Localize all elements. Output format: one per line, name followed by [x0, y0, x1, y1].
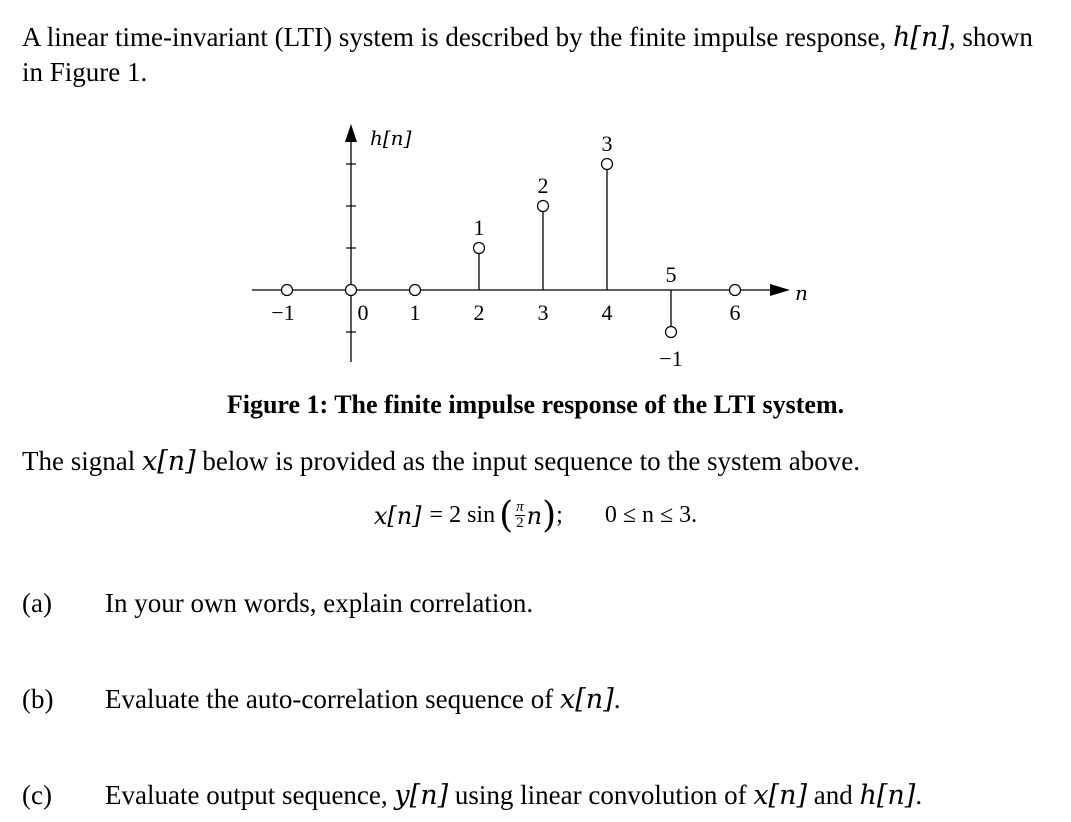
x-tick-label: 3: [537, 300, 549, 325]
eq-lhs: x[n]: [373, 501, 422, 530]
y-axis-label: h[n]: [370, 126, 412, 150]
signal-intro-a: The signal: [22, 446, 142, 476]
eq-semicolon: ;: [556, 502, 563, 528]
y-axis-arrow: [345, 124, 357, 142]
eq-close-paren: ): [542, 494, 557, 536]
question-c-label: (c): [22, 780, 52, 810]
eq-mid: = 2 sin: [429, 502, 496, 528]
eq-frac-num: π: [516, 499, 524, 515]
stem-marker: [346, 285, 357, 296]
signal-intro: [22, 444, 1057, 479]
eq-range: 0 ≤ n ≤ 3.: [604, 502, 698, 528]
x-axis-label: n: [795, 281, 808, 305]
question-c-text: Evaluate output sequence, y[n] using linear convolution of x[n] and h[n].: [105, 780, 923, 811]
x-tick-label: −1: [271, 300, 295, 325]
x-tick-label: 5: [665, 262, 677, 287]
question-b-label: (b): [22, 684, 54, 714]
value-labels: [474, 131, 683, 371]
eq-frac-den: 2: [516, 515, 524, 531]
value-label: 1: [473, 215, 485, 240]
signal-intro-b: below is provided as the input sequence to the system above.: [195, 446, 861, 476]
stem-marker: [410, 285, 421, 296]
value-label: 3: [601, 131, 613, 156]
question-a-text: In your own words, explain correlation.: [105, 588, 534, 618]
intro-tail: , shown: [948, 22, 1033, 52]
x-tick-label: 4: [601, 300, 613, 325]
value-label: 2: [537, 173, 549, 198]
figure-axes: [252, 124, 790, 362]
x-tick-label: 0: [357, 300, 369, 325]
x-tick-label: 6: [729, 300, 741, 325]
stem-marker: [538, 201, 549, 212]
question-a-label: (a): [22, 588, 52, 618]
x-tick-label: 1: [409, 300, 421, 325]
value-label: −1: [659, 346, 683, 371]
signal-intro-symbol: x[n]: [141, 446, 196, 477]
question-b-text: Evaluate the auto-correlation sequence of x[n].: [105, 684, 621, 715]
intro-symbol: h[n]: [893, 22, 949, 53]
signal-equation: [0, 494, 1071, 536]
stem-marker: [602, 159, 613, 170]
eq-fraction: [515, 500, 525, 531]
intro-line2: in Figure 1.: [22, 57, 148, 87]
x-tick-labels: [271, 262, 740, 325]
stem-marker: [474, 243, 485, 254]
x-axis-arrow: [770, 284, 790, 296]
stem-marker: [730, 285, 741, 296]
x-tick-label: 2: [473, 300, 485, 325]
eq-open-paren: (: [499, 494, 514, 536]
figure-caption: Figure 1: The finite impulse response of the LTI system.: [226, 390, 845, 419]
intro-text: A linear time-invariant (LTI) system is described by the finite impulse response,: [22, 22, 894, 52]
eq-var: n: [526, 501, 543, 530]
impulse-response-figure: [0, 0, 1071, 390]
stem-marker: [282, 285, 293, 296]
stem-marker: [666, 327, 677, 338]
